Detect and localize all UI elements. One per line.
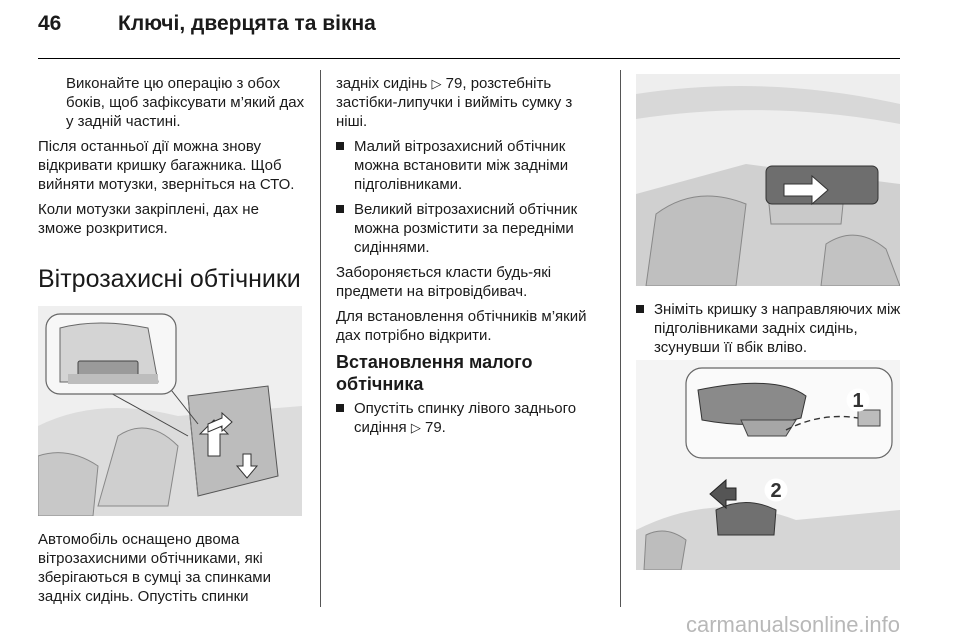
callout-number-2: 2 <box>770 480 782 502</box>
paragraph <box>336 74 606 131</box>
headrest-cover-removal-illustration <box>636 360 900 570</box>
callout-number-1: 1 <box>852 390 864 412</box>
page-number: 46 <box>38 12 62 35</box>
right-column <box>636 300 906 363</box>
bullet-text: Великий вітрозахисний обтічник можна розмістити за передніми сидіннями. <box>354 201 578 256</box>
bullet-text: Зніміть кришку з направляючих між підголівниками задніх сидінь, зсунувши її вбік вліво. <box>654 301 901 356</box>
watermark: carmanualsonline.info <box>686 612 901 637</box>
page-reference-icon: ▷ <box>431 76 442 91</box>
bullet-item <box>636 300 906 357</box>
headrest-cover-illustration <box>636 74 900 286</box>
bullet-square-icon <box>636 305 644 313</box>
middle-column <box>336 74 606 443</box>
column-divider-left <box>320 70 321 607</box>
text-span: , розстебніть застібки-липучки і вийміть сумку з ніші. <box>336 75 573 130</box>
cover-removal-drawing <box>636 360 900 570</box>
rear-seat-drawing <box>636 74 900 286</box>
bullet-square-icon <box>336 404 344 412</box>
text-span: задніх сидінь <box>336 75 432 92</box>
section-title: Вітрозахисні обтічники <box>38 265 301 293</box>
header-rule <box>38 58 900 59</box>
bullet-item <box>336 399 606 437</box>
bullet-item <box>336 200 606 257</box>
column-divider-right <box>620 70 621 607</box>
paragraph: Після останньої дії можна знову відкривати кришку багажника. Щоб вийняти мотузки, зверніться на СТО. <box>38 138 295 193</box>
paragraph: Забороняється класти будь-які предмети на вітровідбивач. <box>336 264 552 300</box>
page-reference: 79. <box>425 419 446 436</box>
car-interior-drawing <box>38 306 302 516</box>
left-column <box>38 74 306 312</box>
paragraph: Автомобіль оснащено двома вітрозахисними обтічниками, які зберігаються в сумці за спинками задніх сидінь. Опустіть спинки <box>38 531 271 605</box>
bullet-square-icon <box>336 205 344 213</box>
bullet-item <box>336 137 606 194</box>
left-column-bottom <box>38 530 306 612</box>
bullet-square-icon <box>336 142 344 150</box>
subsection-title: Встановлення малого обтічника <box>336 352 533 394</box>
page-reference: 79 <box>445 75 463 92</box>
paragraph: Виконайте цю операцію з обох боків, щоб зафіксувати м’який дах у задній частині. <box>66 75 305 130</box>
bullet-text: Малий вітрозахисний обтічник можна встановити між задніми підголівниками. <box>354 138 569 193</box>
chapter-title: Ключі, дверцята та вікна <box>118 12 376 35</box>
paragraph: Для встановлення обтічників м’який дах потрібно відкрити. <box>336 308 587 344</box>
wind-deflector-illustration <box>38 306 302 516</box>
bullet-text: Опустіть спинку лівого заднього сидіння <box>354 400 577 436</box>
paragraph: Коли мотузки закріплені, дах не зможе розкритися. <box>38 201 259 237</box>
page-reference-icon: ▷ <box>410 420 421 435</box>
